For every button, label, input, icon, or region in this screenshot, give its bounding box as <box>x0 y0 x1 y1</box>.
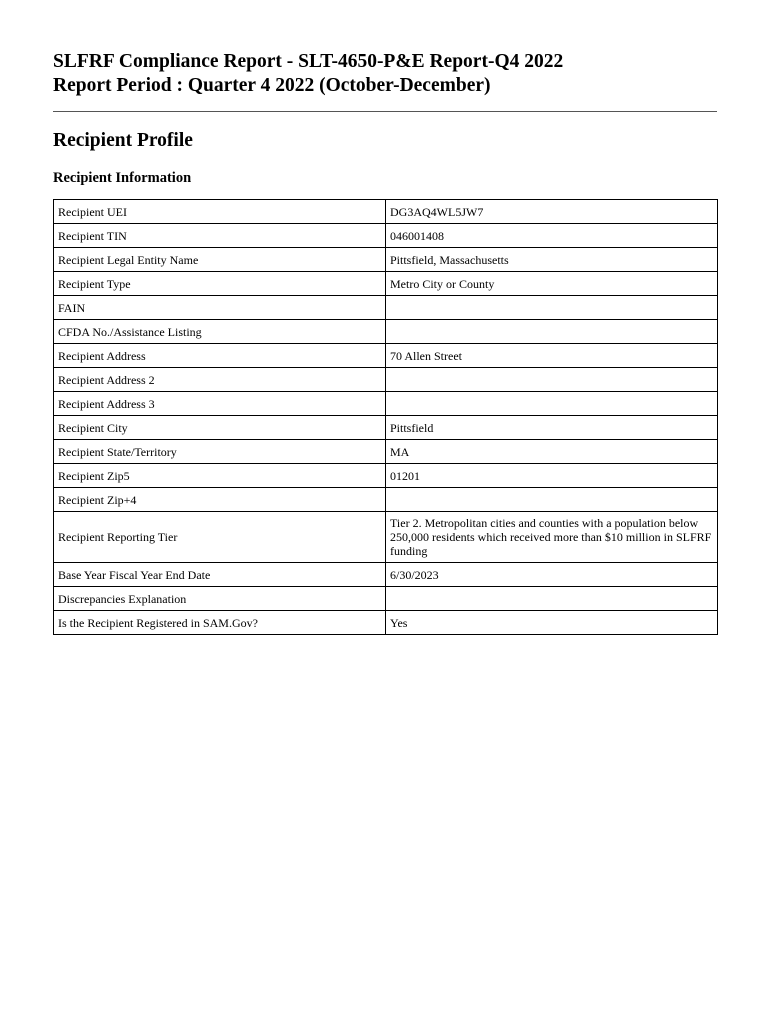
row-value: 01201 <box>386 464 718 488</box>
row-value: Pittsfield <box>386 416 718 440</box>
row-label: FAIN <box>54 296 386 320</box>
row-label: Recipient TIN <box>54 224 386 248</box>
section-title: Recipient Profile <box>53 130 193 151</box>
row-value: MA <box>386 440 718 464</box>
table-row <box>54 563 718 587</box>
row-value: 70 Allen Street <box>386 344 718 368</box>
row-value: Pittsfield, Massachusetts <box>386 248 718 272</box>
table-row <box>54 488 718 512</box>
recipient-info-table <box>53 199 718 635</box>
table-row <box>54 200 718 224</box>
row-value <box>386 320 718 344</box>
row-label: Recipient Reporting Tier <box>54 512 386 563</box>
table-row <box>54 272 718 296</box>
row-label: Recipient Address <box>54 344 386 368</box>
table-row <box>54 392 718 416</box>
table-row <box>54 320 718 344</box>
report-title <box>53 50 717 98</box>
row-label: Recipient Zip+4 <box>54 488 386 512</box>
table-row <box>54 416 718 440</box>
row-label: Discrepancies Explanation <box>54 587 386 611</box>
row-label: Recipient Address 3 <box>54 392 386 416</box>
row-value <box>386 488 718 512</box>
row-label: Recipient Zip5 <box>54 464 386 488</box>
row-value <box>386 587 718 611</box>
row-value <box>386 296 718 320</box>
row-label: Recipient Address 2 <box>54 368 386 392</box>
row-label: Is the Recipient Registered in SAM.Gov? <box>54 611 386 635</box>
table-row <box>54 512 718 563</box>
row-label: Recipient State/Territory <box>54 440 386 464</box>
table-row <box>54 296 718 320</box>
table-row <box>54 587 718 611</box>
table-row <box>54 344 718 368</box>
row-label: Recipient UEI <box>54 200 386 224</box>
table-row <box>54 611 718 635</box>
row-value: Metro City or County <box>386 272 718 296</box>
report-title-line-1: SLFRF Compliance Report - SLT-4650-P&E Report-Q4 2022 <box>53 51 564 72</box>
row-value: Tier 2. Metropolitan cities and counties with a population below 250,000 residents which received more than $10 million in SLFRF funding <box>386 512 718 563</box>
row-label: Recipient Legal Entity Name <box>54 248 386 272</box>
report-period-line: Report Period : Quarter 4 2022 (October-December) <box>53 75 491 96</box>
subsection-title: Recipient Information <box>53 170 192 186</box>
row-label: Recipient Type <box>54 272 386 296</box>
row-label: Base Year Fiscal Year End Date <box>54 563 386 587</box>
table-row <box>54 440 718 464</box>
row-value: 046001408 <box>386 224 718 248</box>
table-row <box>54 248 718 272</box>
table-row <box>54 464 718 488</box>
report-page <box>53 50 717 635</box>
table-row <box>54 368 718 392</box>
table-row <box>54 224 718 248</box>
row-value: 6/30/2023 <box>386 563 718 587</box>
row-label: Recipient City <box>54 416 386 440</box>
row-label: CFDA No./Assistance Listing <box>54 320 386 344</box>
row-value: Yes <box>386 611 718 635</box>
row-value: DG3AQ4WL5JW7 <box>386 200 718 224</box>
row-value <box>386 368 718 392</box>
row-value <box>386 392 718 416</box>
header-divider <box>53 111 717 112</box>
